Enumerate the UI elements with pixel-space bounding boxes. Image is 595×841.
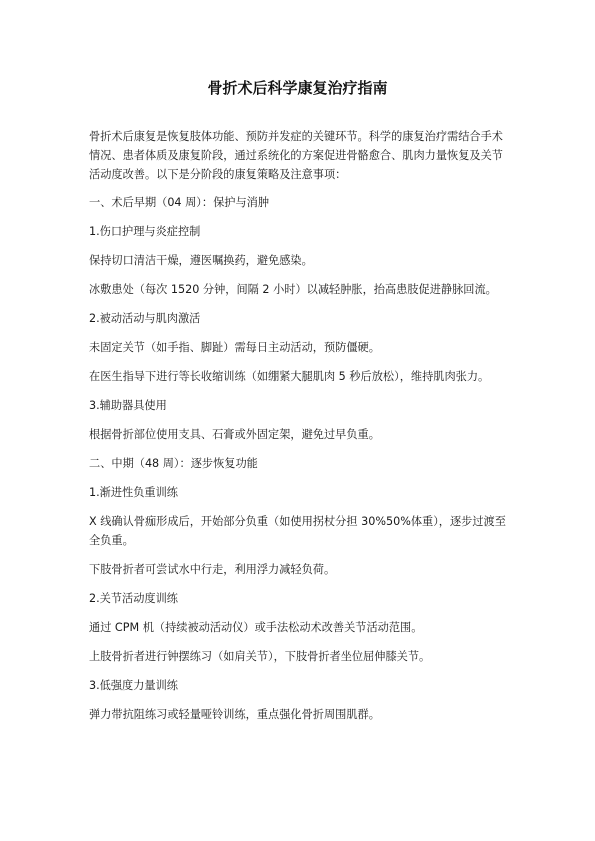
subsection-heading: 1.伤口护理与炎症控制 — [89, 225, 201, 238]
intro-paragraph: 骨折术后康复是恢复肢体功能、预防并发症的关键环节。科学的康复治疗需结合手术情况、患者体质及康复阶段，通过系统化的方案促进骨骼愈合、肌肉力量恢复及关节活动度改善。以下是分阶段的康复策略及注意事项： — [89, 130, 503, 181]
subsection-heading: 1.渐进性负重训练 — [89, 486, 178, 499]
paragraph: X 线确认骨痂形成后，开始部分负重（如使用拐杖分担 30%50%体重），逐步过渡至全负重。 — [89, 515, 506, 547]
paragraph: 冰敷患处（每次 1520 分钟，间隔 2 小时）以减轻肿胀，抬高患肢促进静脉回流。 — [89, 283, 497, 296]
page-title: 骨折术后科学康复治疗指南 — [207, 79, 388, 97]
paragraph: 上肢骨折者进行钟摆练习（如肩关节），下肢骨折者坐位屈伸膝关节。 — [89, 650, 431, 663]
document-body — [89, 127, 507, 734]
subsection-heading: 3.辅助器具使用 — [89, 399, 167, 412]
subsection-heading: 2.被动活动与肌肉激活 — [89, 312, 201, 325]
paragraph: 下肢骨折者可尝试水中行走，利用浮力减轻负荷。 — [89, 563, 336, 576]
subsection-heading: 3.低强度力量训练 — [89, 679, 178, 692]
section-heading-middle: 二、中期（48 周）：逐步恢复功能 — [89, 457, 258, 470]
subsection-heading: 2.关节活动度训练 — [89, 592, 178, 605]
paragraph: 根据骨折部位使用支具、石膏或外固定架，避免过早负重。 — [89, 428, 380, 441]
paragraph: 在医生指导下进行等长收缩训练（如绷紧大腿肌肉 5 秒后放松），维持肌肉张力。 — [89, 370, 490, 383]
paragraph: 未固定关节（如手指、脚趾）需每日主动活动，预防僵硬。 — [89, 341, 380, 354]
paragraph: 通过 CPM 机（持续被动活动仪）或手法松动术改善关节活动范围。 — [89, 621, 423, 634]
section-heading-early: 一、术后早期（04 周）：保护与消肿 — [89, 196, 270, 209]
paragraph: 保持切口清洁干燥，遵医嘱换药，避免感染。 — [89, 254, 313, 267]
paragraph: 弹力带抗阻练习或轻量哑铃训练，重点强化骨折周围肌群。 — [89, 708, 380, 721]
